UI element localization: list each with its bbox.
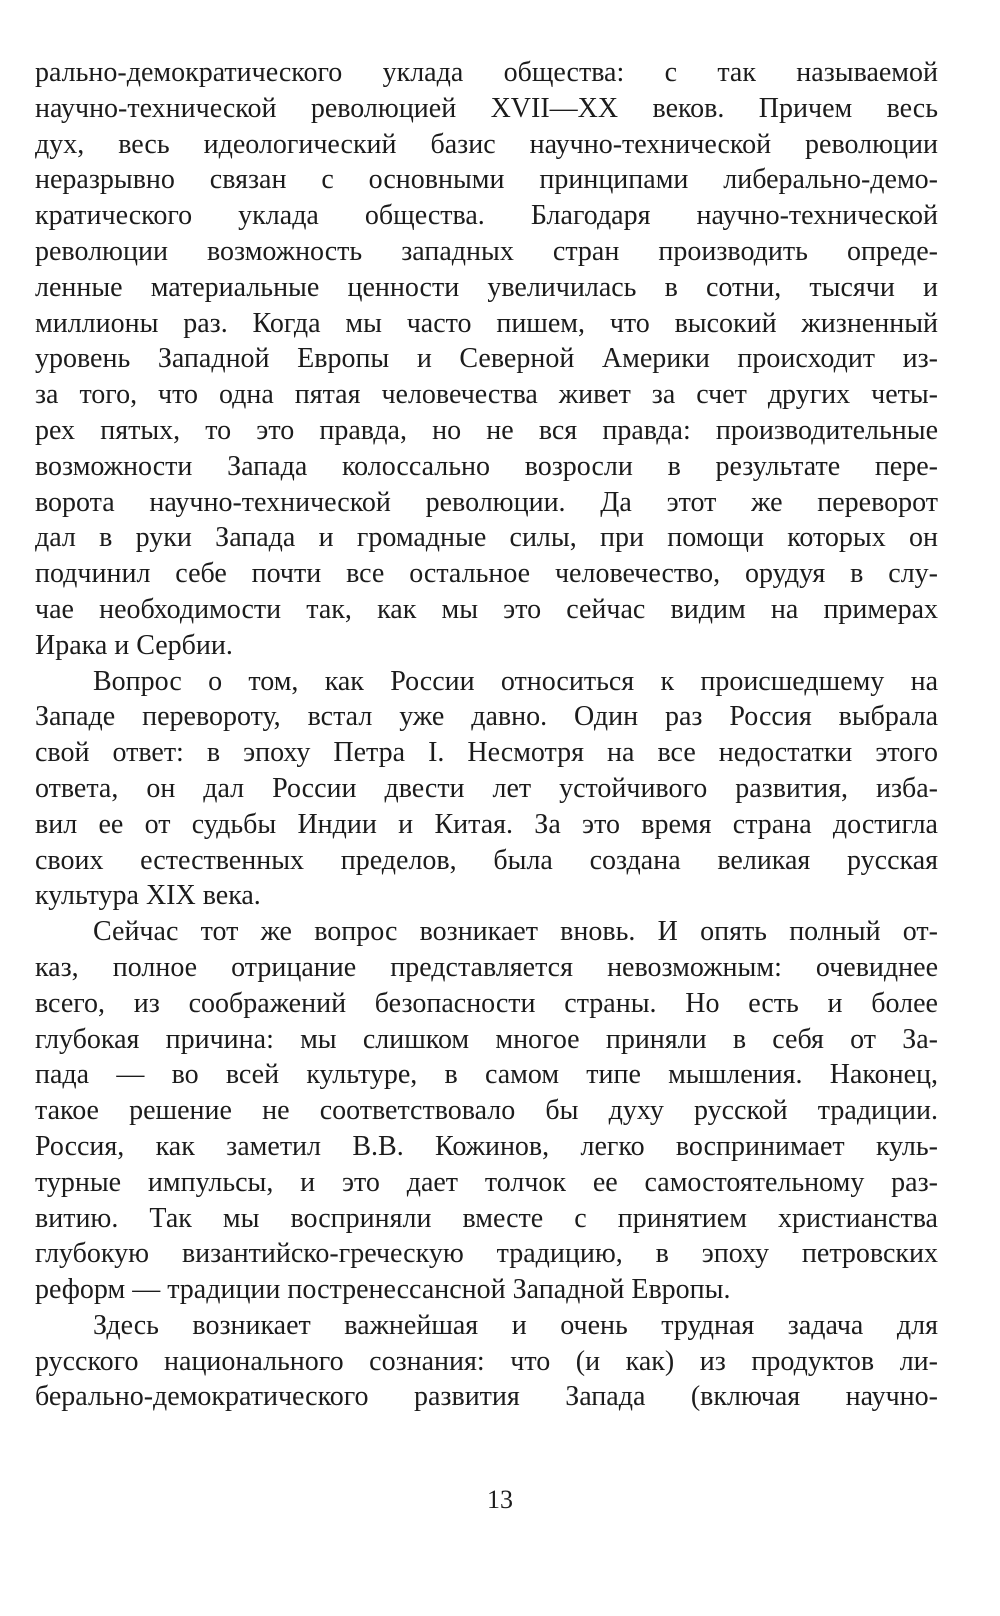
text-line: вил ее от судьбы Индии и Китая. За это время страна достигла xyxy=(35,808,938,840)
text-line: рех пятых, то это правда, но не вся правда: производительные xyxy=(35,414,938,446)
text-line: русского национального сознания: что (и как) из продуктов ли- xyxy=(35,1345,938,1377)
text-line: реформ — традиции постренессансной Западной Европы. xyxy=(35,1274,731,1306)
text-line: культура XIX века. xyxy=(35,880,261,912)
text-line: Ирака и Сербии. xyxy=(35,629,233,661)
text-line: ответа, он дал России двести лет устойчивого развития, изба- xyxy=(35,772,938,804)
text-line: миллионы раз. Когда мы часто пишем, что высокий жизненный xyxy=(35,307,938,339)
text-line: Россия, как заметил В.В. Кожинов, легко воспринимает куль- xyxy=(35,1130,938,1162)
text-line: ленные материальные ценности увеличилась в сотни, тысячи и xyxy=(35,271,938,303)
text-line: Здесь возникает важнейшая и очень трудная задача для xyxy=(93,1309,938,1341)
text-line: революции возможность западных стран производить опреде- xyxy=(35,235,938,267)
text-line: за того, что одна пятая человечества живет за счет других четы- xyxy=(35,379,938,411)
text-line: такое решение не соответствовало бы духу русской традиции. xyxy=(35,1095,938,1127)
text-line: Сейчас тот же вопрос возникает вновь. И опять полный от- xyxy=(93,916,938,948)
text-line: Вопрос о том, как России относиться к происшедшему на xyxy=(93,665,938,697)
text-line: Западе перевороту, встал уже давно. Один раз Россия выбрала xyxy=(35,701,938,733)
text-line: ворота научно-технической революции. Да этот же переворот xyxy=(35,486,938,518)
text-line: глубокую византийско-греческую традицию, в эпоху петровских xyxy=(35,1238,938,1270)
text-line: свой ответ: в эпоху Петра I. Несмотря на все недостатки этого xyxy=(35,737,938,769)
body-text xyxy=(35,55,938,1415)
text-line: всего, из соображений безопасности страны. Но есть и более xyxy=(35,987,938,1019)
text-line: своих естественных пределов, была создана великая русская xyxy=(35,844,938,876)
text-line: дух, весь идеологический базис научно-технической революции xyxy=(35,128,938,160)
text-line: научно-технической революцией XVII—XX веков. Причем весь xyxy=(35,92,938,124)
text-line: чае необходимости так, как мы это сейчас видим на примерах xyxy=(35,593,938,625)
text-line: глубокая причина: мы слишком многое приняли в себя от За- xyxy=(35,1023,938,1055)
text-line: каз, полное отрицание представляется невозможным: очевиднее xyxy=(35,951,938,983)
text-line: уровень Западной Европы и Северной Америки происходит из- xyxy=(35,343,938,375)
text-line: пада — во всей культуре, в самом типе мышления. Наконец, xyxy=(35,1059,938,1091)
text-line: неразрывно связан с основными принципами либерально-демо- xyxy=(35,164,938,196)
text-line: витию. Так мы восприняли вместе с принятием христианства xyxy=(35,1202,938,1234)
page-number: 13 xyxy=(487,1485,513,1514)
text-line: берально-демократического развития Запада (включая научно- xyxy=(35,1381,938,1413)
text-line: рально-демократического уклада общества: с так называемой xyxy=(35,57,938,88)
text-line: турные импульсы, и это дает толчок ее самостоятельному раз- xyxy=(35,1166,938,1198)
text-line: дал в руки Запада и громадные силы, при помощи которых он xyxy=(35,522,938,554)
text-line: возможности Запада колоссально возросли в результате пере- xyxy=(35,450,938,482)
text-line: подчинил себе почти все остальное человечество, орудуя в слу- xyxy=(35,558,938,590)
text-line: кратического уклада общества. Благодаря научно-технической xyxy=(35,200,938,232)
